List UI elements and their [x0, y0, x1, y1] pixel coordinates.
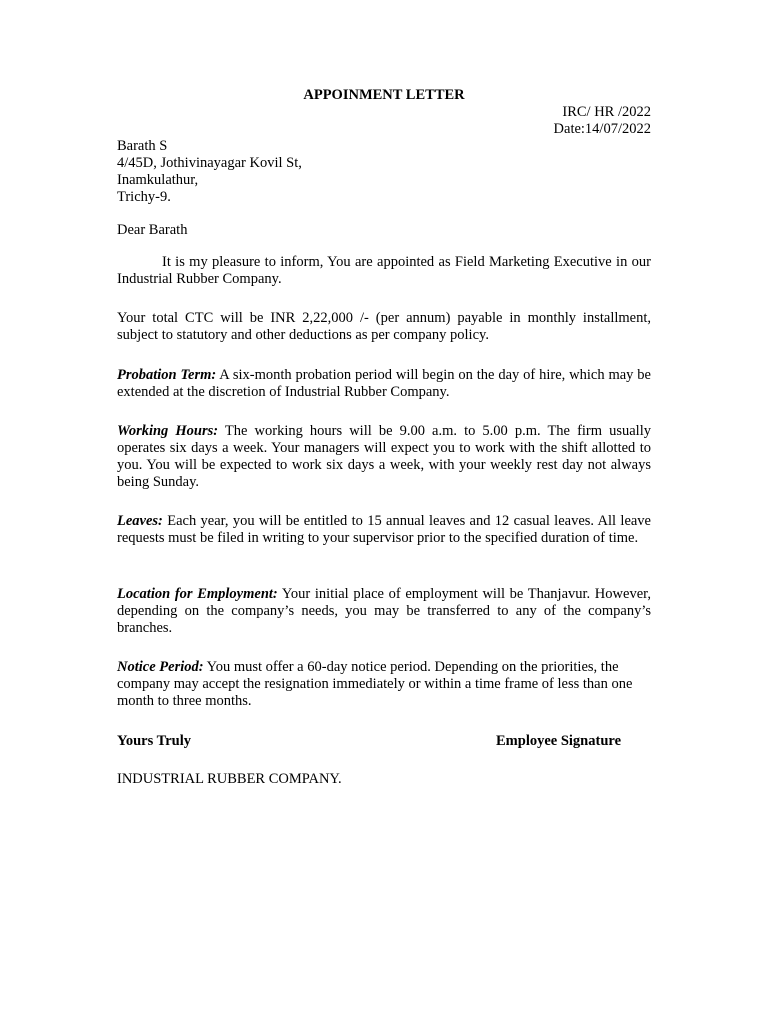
location-heading: Location for Employment: — [117, 586, 278, 602]
working-hours-paragraph — [117, 423, 651, 491]
reference-block — [554, 104, 651, 138]
notice-period-text: You must offer a 60-day notice period. Depending on the priorities, the company may accept the resignation immediately or within a time frame of less than one month to three months. — [117, 659, 633, 709]
leaves-text: Each year, you will be entitled to 15 annual leaves and 12 casual leaves. All leave requests must be filed in writing to your supervisor prior to the specified duration of time. — [117, 513, 651, 546]
notice-period-heading: Notice Period: — [117, 659, 204, 675]
address-line-1: 4/45D, Jothivinayagar Kovil St, — [117, 155, 302, 171]
leaves-heading: Leaves: — [117, 513, 163, 529]
probation-heading: Probation Term: — [117, 367, 217, 383]
letter-date: Date:14/07/2022 — [553, 121, 651, 137]
reference-number: IRC/ HR /2022 — [562, 104, 651, 120]
notice-period-paragraph — [117, 659, 651, 710]
company-name: INDUSTRIAL RUBBER COMPANY. — [117, 771, 342, 787]
signature-row — [117, 733, 621, 751]
recipient-address — [117, 138, 302, 206]
intro-paragraph: It is my pleasure to inform, You are appointed as Field Marketing Executive in our Industrial Rubber Company. — [117, 254, 651, 287]
location-paragraph — [117, 586, 651, 637]
recipient-name: Barath S — [117, 138, 168, 154]
ctc-paragraph: Your total CTC will be INR 2,22,000 /- (per annum) payable in monthly installment, subject to statutory and other deductions as per company policy. — [117, 310, 651, 343]
employee-signature-label: Employee Signature — [496, 733, 621, 749]
salutation: Dear Barath — [117, 222, 188, 238]
probation-text: A six-month probation period will begin on the day of hire, which may be extended at the discretion of Industrial Rubber Company. — [117, 367, 651, 400]
probation-paragraph — [117, 367, 651, 401]
address-line-3: Trichy-9. — [117, 189, 171, 205]
working-hours-text: The working hours will be 9.00 a.m. to 5.00 p.m. The firm usually operates six days a week. Your managers will expect you to work with the shift allotted to you. You will be expected to work six days a week, with your weekly rest day not always being Sunday. — [117, 423, 651, 490]
leaves-paragraph — [117, 513, 651, 547]
address-line-2: Inamkulathur, — [117, 172, 199, 188]
working-hours-heading: Working Hours: — [117, 423, 219, 439]
location-text: Your initial place of employment will be Thanjavur. However, depending on the company’s needs, you may be transferred to any of the company’s branches. — [117, 586, 651, 636]
closing-yours-truly: Yours Truly — [117, 733, 191, 749]
letter-title: APPOINMENT LETTER — [303, 87, 465, 103]
